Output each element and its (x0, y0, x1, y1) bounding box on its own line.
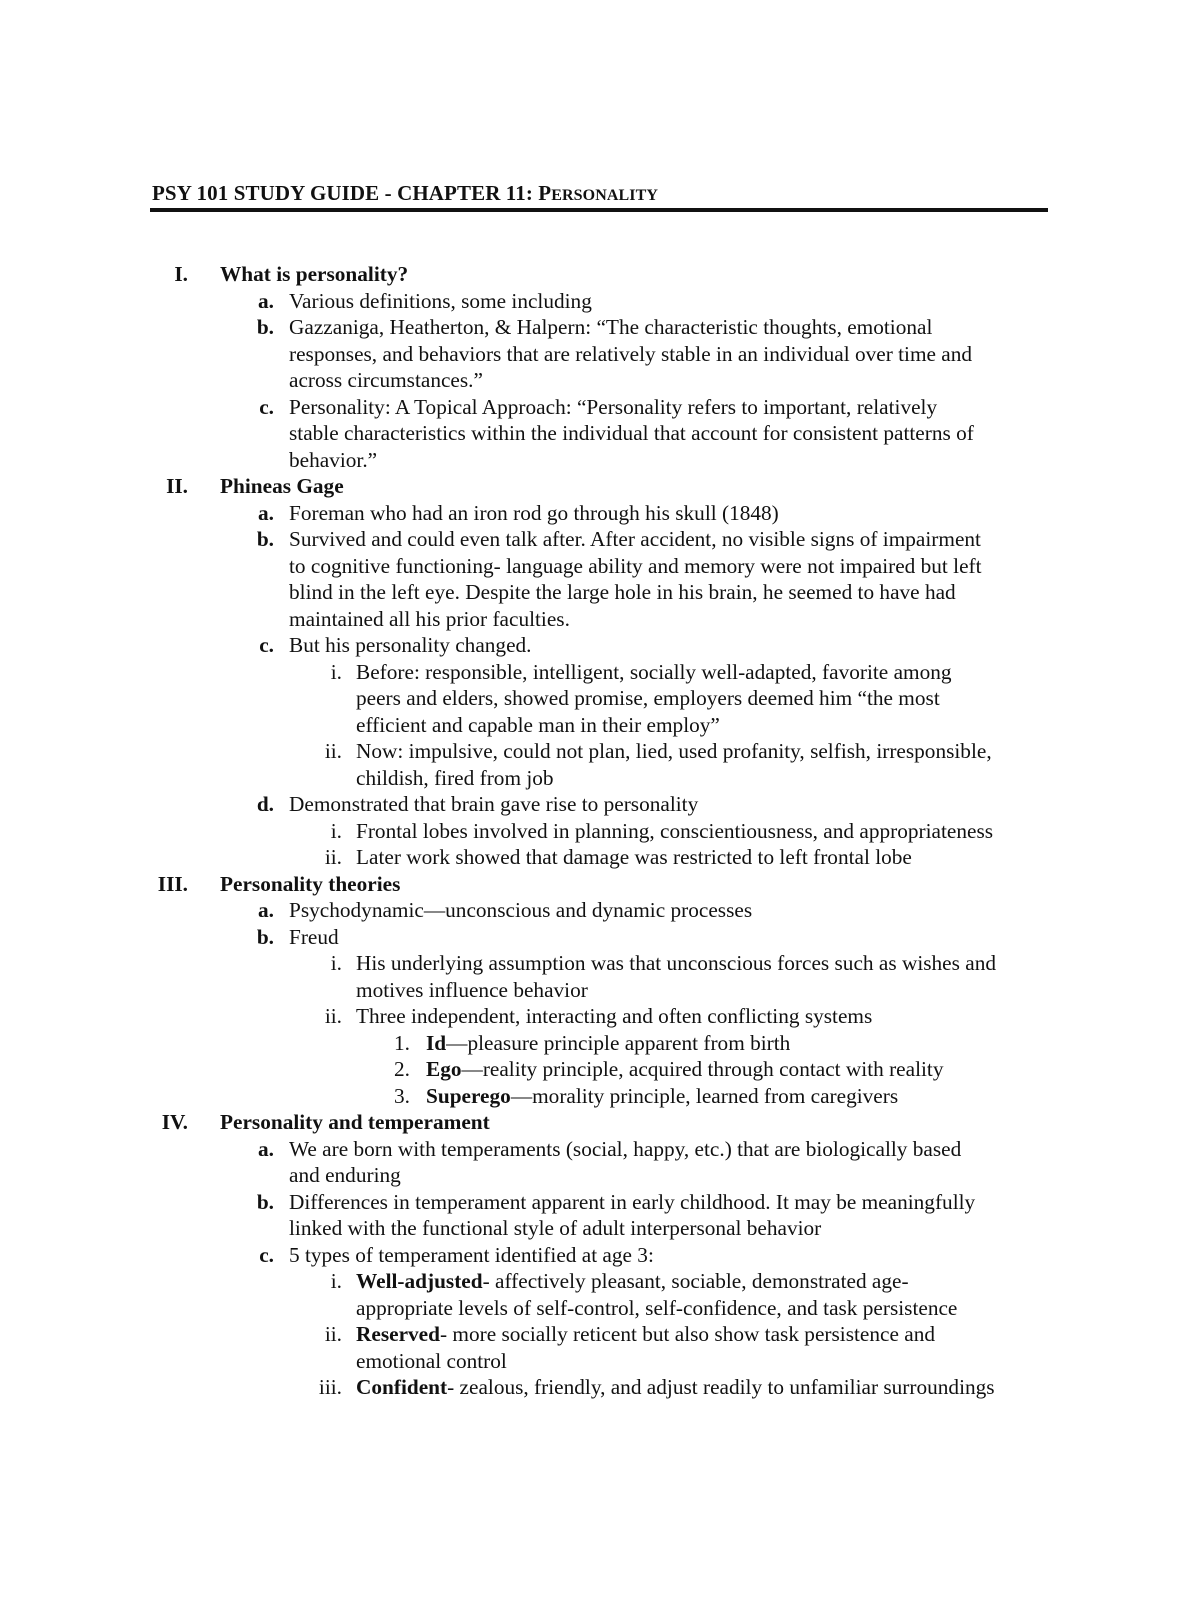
outline-marker: ii. (324, 739, 342, 763)
outline-item (0, 1374, 1200, 1401)
outline-marker: i. (330, 951, 342, 975)
outline-item (0, 1189, 1200, 1216)
title-rest: ERSONALITY (551, 187, 659, 204)
outline-text: motives influence behavior (356, 977, 588, 1002)
outline-marker: c. (259, 394, 274, 419)
outline-item (0, 738, 1200, 765)
outline-marker: III. (157, 871, 188, 896)
outline-line-continuation (0, 553, 1200, 580)
outline-item (0, 844, 1200, 871)
outline-item (0, 394, 1200, 421)
outline-marker: d. (256, 792, 274, 816)
outline-text: linked with the functional style of adult interpersonal behavior (289, 1216, 822, 1240)
outline-line-continuation (0, 1348, 1200, 1375)
outline-text: Foreman who had an iron rod go through his skull (1848) (289, 500, 779, 525)
outline-marker: I. (174, 262, 188, 286)
outline-marker: 1. (394, 1030, 410, 1055)
outline-item (0, 314, 1200, 341)
outline-item (0, 871, 1200, 898)
outline-text: Gazzaniga, Heatherton, & Halpern: “The characteristic thoughts, emotional (289, 315, 933, 339)
outline-marker: a. (258, 288, 274, 313)
outline-text (426, 1083, 898, 1110)
outline-marker: b. (256, 527, 274, 551)
title-main: PSY 101 STUDY GUIDE - CHAPTER 11: (152, 181, 539, 205)
outline-item (0, 818, 1200, 845)
outline-text: stable characteristics within the individual that account for consistent patterns of (289, 421, 974, 445)
outline-term: Ego (426, 1057, 462, 1081)
outline-text: His underlying assumption was that unconscious forces such as wishes and (356, 951, 996, 975)
outline-line-continuation (0, 685, 1200, 712)
outline-text: Now: impulsive, could not plan, lied, used profanity, selfish, irresponsible, (356, 739, 992, 763)
outline-item (0, 526, 1200, 553)
outline-text: Later work showed that damage was restricted to left frontal lobe (356, 845, 912, 869)
outline-marker: i. (330, 659, 342, 684)
outline-text: efficient and capable man in their employ” (356, 712, 720, 737)
outline-item (0, 1003, 1200, 1030)
outline-text: Freud (289, 924, 339, 949)
outline-text: to cognitive functioning- language ability and memory were not impaired but left (289, 553, 982, 578)
outline-text: Before: responsible, intelligent, socially well-adapted, favorite among (356, 659, 952, 684)
outline-text: What is personality? (220, 262, 409, 286)
outline-item (0, 1083, 1200, 1110)
outline-line-continuation (0, 712, 1200, 739)
outline-text: Personality: A Topical Approach: “Personality refers to important, relatively (289, 394, 938, 419)
outline-marker: b. (256, 315, 274, 339)
outline-text: behavior.” (289, 447, 378, 472)
outline-term-description: —morality principle, learned from caregivers (510, 1083, 899, 1108)
outline-line-continuation (0, 367, 1200, 394)
title-cap: P (538, 181, 552, 205)
outline-line-continuation (0, 606, 1200, 633)
outline-item (0, 473, 1200, 500)
outline-term: Confident (356, 1375, 448, 1399)
outline-text: maintained all his prior faculties. (289, 606, 570, 631)
outline-term: Well-adjusted (356, 1269, 483, 1293)
outline-text: Phineas Gage (220, 474, 344, 498)
outline-marker: c. (259, 1242, 274, 1267)
outline-line-continuation (0, 1215, 1200, 1242)
outline-item (0, 897, 1200, 924)
outline-item (0, 924, 1200, 951)
outline-marker: IV. (161, 1110, 188, 1134)
outline-text: Three independent, interacting and often conflicting systems (356, 1004, 873, 1028)
outline-text: responses, and behaviors that are relatively stable in an individual over time and (289, 341, 973, 366)
outline-item (0, 1136, 1200, 1163)
outline-item (0, 1109, 1200, 1136)
outline-marker: ii. (324, 845, 342, 869)
outline-text (356, 1374, 995, 1401)
outline-item (0, 950, 1200, 977)
outline-item (0, 1268, 1200, 1295)
outline-item (0, 1242, 1200, 1269)
outline-line-continuation (0, 579, 1200, 606)
outline-term-description: —reality principle, acquired through contact with reality (461, 1057, 944, 1081)
outline-text: Personality and temperament (220, 1110, 490, 1134)
outline-marker: i. (330, 1269, 342, 1293)
outline-marker: iii. (318, 1375, 342, 1399)
outline-text: But his personality changed. (289, 633, 532, 657)
outline-text: Differences in temperament apparent in early childhood. It may be meaningfully (289, 1189, 976, 1214)
outline-text: across circumstances.” (289, 368, 483, 392)
study-guide-outline (0, 261, 1200, 1401)
outline-marker: ii. (324, 1322, 342, 1346)
outline-term-description: - zealous, friendly, and adjust readily to unfamiliar surroundings (447, 1375, 995, 1399)
outline-text: Demonstrated that brain gave rise to personality (289, 792, 699, 816)
outline-item (0, 632, 1200, 659)
page-title (152, 181, 1052, 206)
outline-text: childish, fired from job (356, 765, 554, 790)
outline-line-continuation (0, 765, 1200, 792)
outline-item (0, 1321, 1200, 1348)
outline-line-continuation (0, 420, 1200, 447)
outline-line-continuation (0, 977, 1200, 1004)
outline-item (0, 791, 1200, 818)
outline-term: Superego (426, 1083, 511, 1108)
outline-text: blind in the left eye. Despite the large hole in his brain, he seemed to have had (289, 580, 956, 604)
outline-marker: 2. (394, 1057, 410, 1081)
outline-item (0, 1030, 1200, 1057)
outline-marker: i. (330, 818, 342, 843)
outline-marker: ii. (324, 1004, 342, 1028)
outline-text (356, 1268, 909, 1295)
outline-text (426, 1056, 943, 1083)
outline-marker: b. (256, 924, 274, 949)
outline-marker: a. (258, 500, 274, 525)
outline-item (0, 288, 1200, 315)
outline-line-continuation (0, 1295, 1200, 1322)
outline-text: Various definitions, some including (289, 288, 592, 313)
outline-marker: a. (258, 1136, 274, 1161)
outline-text: 5 types of temperament identified at age 3: (289, 1242, 654, 1267)
outline-term: Id (426, 1030, 447, 1055)
outline-text: appropriate levels of self-control, self-confidence, and task persistence (356, 1295, 958, 1320)
outline-text: Psychodynamic—unconscious and dynamic processes (289, 898, 753, 922)
outline-marker: 3. (394, 1083, 410, 1108)
outline-text: We are born with temperaments (social, happy, etc.) that are biologically based (289, 1136, 962, 1161)
outline-marker: b. (256, 1189, 274, 1214)
outline-term: Reserved (356, 1322, 440, 1346)
outline-marker: a. (258, 898, 274, 922)
outline-marker: II. (166, 474, 188, 498)
outline-text (356, 1321, 935, 1348)
outline-text: peers and elders, showed promise, employers deemed him “the most (356, 686, 940, 710)
outline-text: Frontal lobes involved in planning, conscientiousness, and appropriateness (356, 818, 994, 843)
outline-marker: c. (259, 633, 274, 657)
outline-line-continuation (0, 1162, 1200, 1189)
outline-term-description: - affectively pleasant, sociable, demonstrated age- (482, 1269, 909, 1293)
outline-item (0, 500, 1200, 527)
outline-term-description: —pleasure principle apparent from birth (446, 1030, 791, 1055)
outline-item (0, 1056, 1200, 1083)
outline-line-continuation (0, 341, 1200, 368)
outline-item (0, 261, 1200, 288)
title-rule (150, 208, 1048, 212)
outline-text: emotional control (356, 1348, 507, 1373)
outline-text: Survived and could even talk after. After accident, no visible signs of impairment (289, 527, 981, 551)
outline-text (426, 1030, 790, 1057)
outline-text: Personality theories (220, 871, 401, 896)
outline-text: and enduring (289, 1163, 401, 1187)
outline-item (0, 659, 1200, 686)
outline-term-description: - more socially reticent but also show task persistence and (439, 1322, 935, 1346)
outline-line-continuation (0, 447, 1200, 474)
